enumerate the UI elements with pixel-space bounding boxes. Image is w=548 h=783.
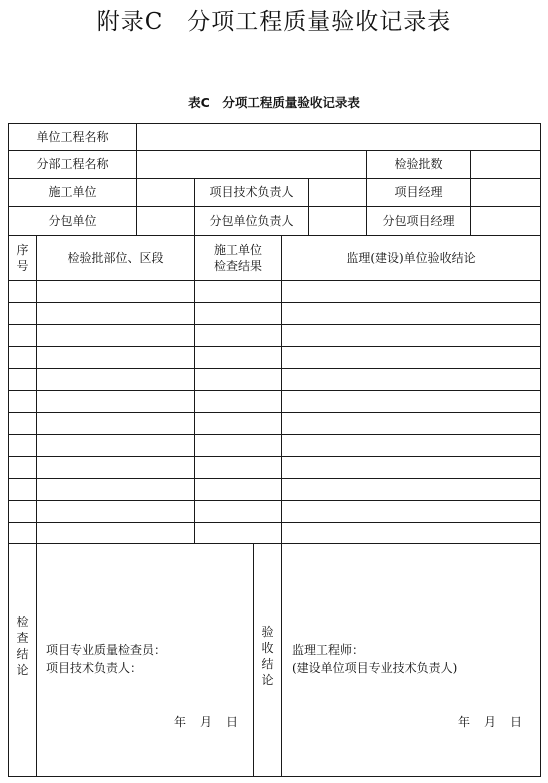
rule-grid-v3 bbox=[281, 235, 282, 543]
value-subcontract-project-manager[interactable] bbox=[471, 207, 540, 235]
rule-footer-v1 bbox=[36, 543, 37, 777]
value-construction-unit[interactable] bbox=[137, 179, 194, 206]
column-header-supervision-conclusion: 监理(建设)单位验收结论 bbox=[346, 250, 476, 265]
label-inspection-batch-count: 检验批数 bbox=[394, 157, 443, 171]
date-left-day: 日 bbox=[226, 715, 239, 729]
label-inspection-conclusion bbox=[9, 600, 36, 692]
rule-row-9 bbox=[8, 478, 541, 479]
value-subcontract-unit-lead[interactable] bbox=[309, 207, 366, 235]
value-project-manager[interactable] bbox=[471, 179, 540, 206]
date-left[interactable] bbox=[160, 714, 238, 730]
value-subcontract-unit[interactable] bbox=[137, 207, 194, 235]
label-construction-unit: 施工单位 bbox=[48, 185, 97, 199]
label-sub-project-name: 分部工程名称 bbox=[36, 157, 109, 171]
rule-row-4 bbox=[8, 368, 541, 369]
column-header-seq bbox=[9, 236, 36, 280]
value-sub-project-name[interactable] bbox=[137, 151, 366, 178]
date-left-year: 年 bbox=[174, 715, 187, 729]
column-header-construction-check-line-1: 施工单位 bbox=[213, 243, 262, 257]
label-acceptance-conclusion-char-3: 结 bbox=[261, 657, 274, 671]
rule-row-11 bbox=[8, 522, 541, 523]
label-inspection-conclusion-char-3: 结 bbox=[16, 647, 29, 661]
column-header-construction-check bbox=[195, 236, 281, 280]
rule-footer-v3 bbox=[281, 543, 282, 777]
rule-row-7 bbox=[8, 434, 541, 435]
label-subcontract-project-manager: 分包项目经理 bbox=[382, 213, 455, 228]
rule-row-3 bbox=[8, 346, 541, 347]
rule-colhead-bottom bbox=[8, 280, 541, 281]
form-border-bottom bbox=[8, 776, 541, 777]
label-acceptance-conclusion-char-2: 收 bbox=[261, 641, 274, 655]
date-right[interactable] bbox=[444, 714, 522, 730]
label-inspection-conclusion-char-1: 检 bbox=[16, 615, 29, 629]
label-quality-inspector: 项目专业质量检查员： bbox=[46, 643, 167, 657]
label-acceptance-conclusion bbox=[254, 620, 281, 692]
value-inspection-batch-count[interactable] bbox=[471, 151, 540, 178]
table-caption: 表C 分项工程质量验收记录表 bbox=[188, 95, 360, 110]
value-unit-project-name[interactable] bbox=[137, 124, 540, 150]
label-subcontract-unit: 分包单位 bbox=[48, 213, 97, 228]
date-right-year: 年 bbox=[458, 715, 471, 729]
label-unit-project-name: 单位工程名称 bbox=[36, 129, 109, 144]
label-owner-tech-lead: (建设单位项目专业技术负责人) bbox=[292, 661, 458, 675]
label-inspection-conclusion-char-4: 论 bbox=[16, 663, 29, 677]
column-header-construction-check-line-2: 检查结果 bbox=[213, 259, 262, 273]
rule-grid-bottom bbox=[8, 543, 541, 544]
column-header-batch-location: 检验批部位、区段 bbox=[67, 250, 164, 265]
rule-row-10 bbox=[8, 500, 541, 501]
rule-row-6 bbox=[8, 412, 541, 413]
page-heading: 附录C 分项工程质量验收记录表 bbox=[96, 9, 452, 35]
rule-row-8 bbox=[8, 456, 541, 457]
rule-row-5 bbox=[8, 390, 541, 391]
value-project-tech-lead[interactable] bbox=[309, 179, 366, 206]
date-right-day: 日 bbox=[510, 715, 523, 729]
column-header-seq-char-1: 序 bbox=[16, 243, 29, 257]
acceptance-signature-block bbox=[292, 641, 457, 677]
form-border-right bbox=[540, 123, 541, 777]
label-inspection-conclusion-char-2: 查 bbox=[16, 631, 29, 645]
rule-grid-v2 bbox=[194, 235, 195, 543]
label-acceptance-conclusion-char-1: 验 bbox=[261, 625, 274, 639]
rule-row-2 bbox=[8, 324, 541, 325]
inspection-signature-block bbox=[46, 641, 166, 677]
label-subcontract-unit-lead: 分包单位负责人 bbox=[209, 213, 294, 228]
rule-grid-v1 bbox=[36, 235, 37, 543]
label-supervising-engineer: 监理工程师： bbox=[292, 643, 365, 657]
date-right-month: 月 bbox=[484, 715, 497, 729]
column-header-seq-char-2: 号 bbox=[16, 259, 29, 273]
label-project-manager: 项目经理 bbox=[394, 185, 443, 199]
label-tech-lead-signature: 项目技术负责人： bbox=[46, 661, 143, 675]
label-project-tech-lead: 项目技术负责人 bbox=[209, 185, 294, 199]
rule-row-1 bbox=[8, 302, 541, 303]
label-acceptance-conclusion-char-4: 论 bbox=[261, 673, 274, 687]
date-left-month: 月 bbox=[200, 715, 213, 729]
